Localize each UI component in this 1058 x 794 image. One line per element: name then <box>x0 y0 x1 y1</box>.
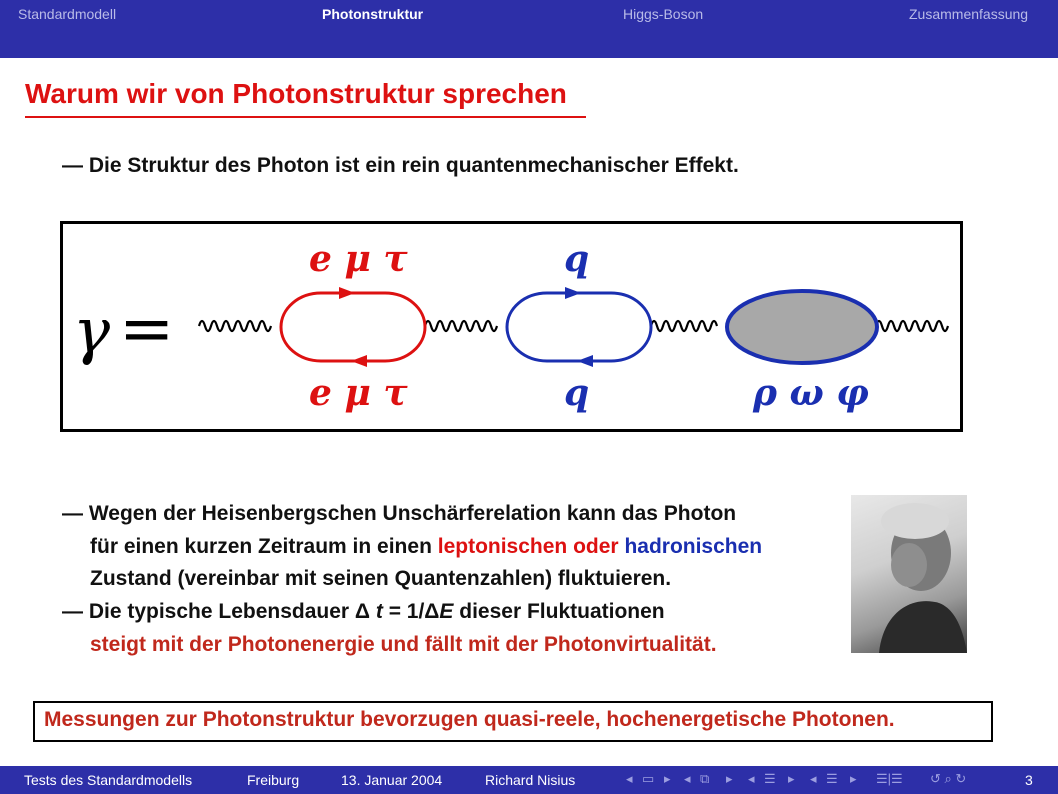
bullet-heisenberg-line3: Zustand (vereinbar mit seinen Quantenzahlen) fluktuieren. <box>90 567 672 590</box>
lepton-arrow-top <box>339 287 355 299</box>
heisenberg-portrait <box>851 495 967 653</box>
footer-date: 13. Januar 2004 <box>341 772 443 788</box>
lifetime-t: t <box>375 600 383 623</box>
photon-line-2 <box>425 321 497 331</box>
bullet-structure: — Die Struktur des Photon ist ein rein quantenmechanischer Effekt. <box>62 154 739 177</box>
vector-meson-blob <box>727 291 877 363</box>
portrait-sketch <box>851 495 967 653</box>
meson-label: ρ ω φ <box>753 372 869 414</box>
photon-line-1 <box>199 321 271 331</box>
nav-align-icon[interactable]: ☰|☰ <box>876 771 903 786</box>
lifetime-text-c: dieser Fluktuationen <box>453 600 665 623</box>
lifetime-text-b: = 1/Δ <box>382 600 440 623</box>
slide-title: Warum wir von Photonstruktur sprechen <box>25 78 567 109</box>
nav-search-icon[interactable]: ↺ ⌕ ↻ <box>930 771 967 786</box>
nav-section-higgs-boson[interactable]: Higgs-Boson <box>623 6 704 22</box>
lepton-arrow-bottom <box>351 355 367 367</box>
footer-page-number: 3 <box>1025 772 1033 788</box>
quark-label-bottom: q <box>564 372 590 414</box>
photon-line-3 <box>651 321 717 331</box>
nav-left-icon[interactable]: ◂ <box>626 771 633 786</box>
bullet-heisenberg-line2 <box>90 535 762 559</box>
nav-right-icon[interactable]: ▸ <box>664 771 671 786</box>
bullet-heisenberg-line1: — Wegen der Heisenbergschen Unschärferelation kann das Photon <box>62 502 737 525</box>
header-bar <box>0 0 1058 58</box>
quark-label-top: q <box>564 238 590 280</box>
nav-right-icon[interactable]: ▸ <box>850 771 857 786</box>
footer-bar <box>0 766 1058 794</box>
nav-section-icon[interactable]: ☰ <box>826 771 838 786</box>
lepton-loop <box>281 293 425 361</box>
photon-line-4 <box>876 321 948 331</box>
quark-arrow-bottom <box>577 355 593 367</box>
gamma-symbol: γ <box>73 294 111 367</box>
line2-prefix: für einen kurzen Zeitraum in einen <box>90 535 438 558</box>
lepton-label-top: e μ τ <box>309 238 408 280</box>
nav-left-icon[interactable]: ◂ <box>684 771 691 786</box>
nav-section-icon[interactable]: ☰ <box>764 771 776 786</box>
footer-author: Richard Nisius <box>485 772 576 788</box>
lifetime-E: E <box>439 600 454 623</box>
nav-right-icon[interactable]: ▸ <box>788 771 795 786</box>
nav-section-photonstruktur[interactable]: Photonstruktur <box>322 6 424 22</box>
leptonic-highlight: leptonischen oder <box>437 535 619 558</box>
nav-subsection-icon[interactable]: ⧉ <box>700 771 710 786</box>
equals-sign: = <box>119 290 175 367</box>
lifetime-text-a: — Die typische Lebensdauer Δ <box>62 600 376 623</box>
photon-fluctuation-diagram <box>60 221 963 432</box>
quark-loop <box>507 293 651 361</box>
footer-place: Freiburg <box>247 772 300 788</box>
bullet-lifetime-line1 <box>62 600 665 624</box>
nav-right-icon[interactable]: ▸ <box>726 771 733 786</box>
quark-arrow-top <box>565 287 581 299</box>
nav-left-icon[interactable]: ◂ <box>810 771 817 786</box>
nav-left-icon[interactable]: ◂ <box>748 771 755 786</box>
summary-box <box>33 701 993 742</box>
nav-section-zusammenfassung[interactable]: Zusammenfassung <box>909 6 1029 22</box>
hadronic-highlight: hadronischen <box>624 535 763 558</box>
bullet-lifetime-line2: steigt mit der Photonenergie und fällt mit der Photonvirtualität. <box>90 633 717 656</box>
title-underline <box>25 116 586 118</box>
summary-text: Messungen zur Photonstruktur bevorzugen quasi-reele, hochenergetische Photonen. <box>44 708 895 731</box>
footer-talk-title: Tests des Standardmodells <box>24 772 193 788</box>
lepton-label-bottom: e μ τ <box>309 372 408 414</box>
nav-section-standardmodell[interactable]: Standardmodell <box>18 6 117 22</box>
nav-frame-icon[interactable]: ▭ <box>642 771 655 786</box>
